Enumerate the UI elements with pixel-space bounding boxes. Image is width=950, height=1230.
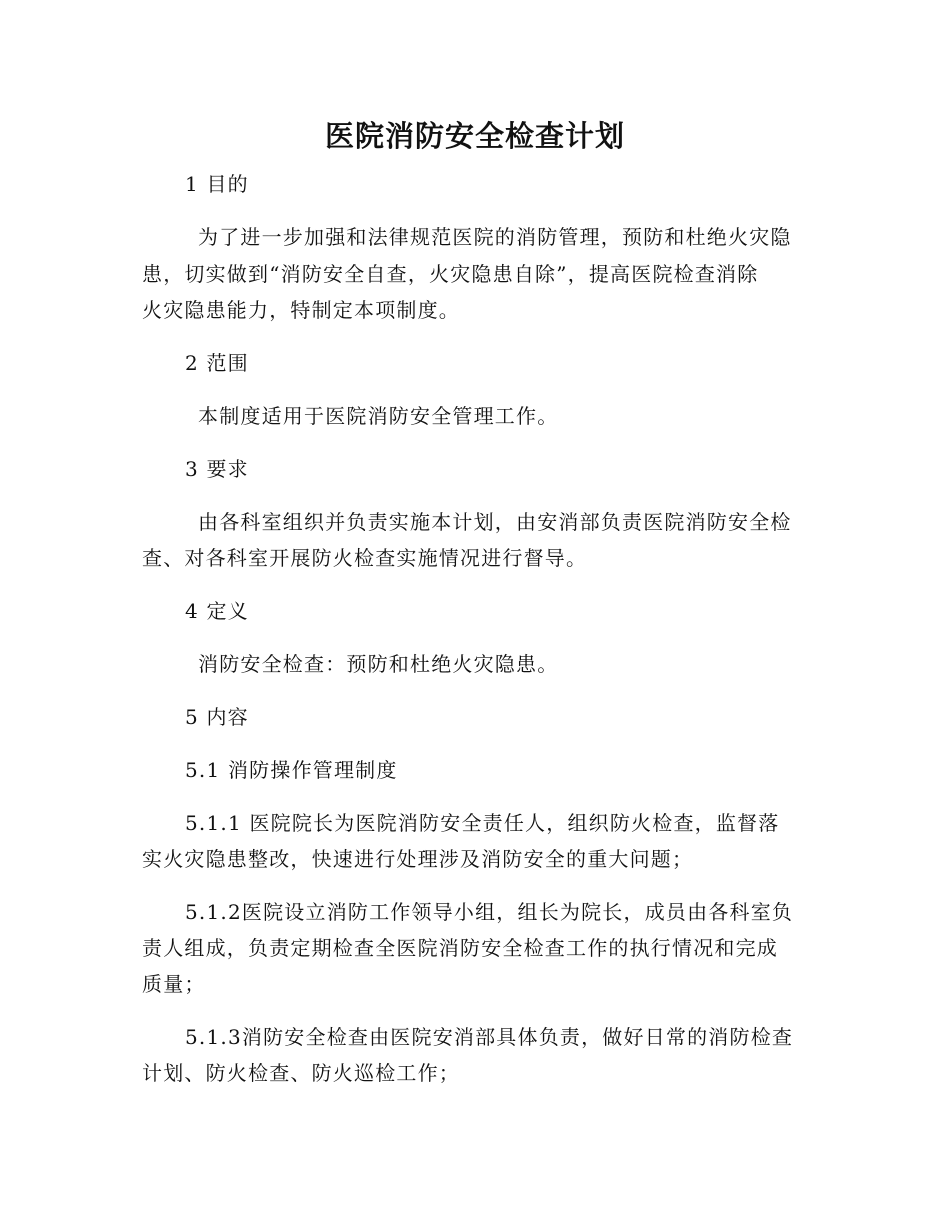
paragraph-line: 计划、防火检查、防火巡检工作； <box>142 1061 460 1085</box>
paragraph-line: 本制度适用于医院消防安全管理工作。 <box>198 404 559 428</box>
paragraph-line: 消防安全检查：预防和杜绝火灾隐患。 <box>198 652 559 676</box>
paragraph-line: 患，切实做到“消防安全自查，火灾隐患自除”，提高医院检查消除 <box>142 262 759 286</box>
paragraph-line: 责人组成，负责定期检查全医院消防安全检查工作的执行情况和完成 <box>142 936 778 960</box>
section-heading-scope: 2 范围 <box>185 351 249 375</box>
paragraph-line: 火灾隐患能力，特制定本项制度。 <box>142 298 460 322</box>
paragraph-line: 实火灾隐患整改，快速进行处理涉及消防安全的重大问题； <box>142 847 694 871</box>
section-heading-content: 5 内容 <box>185 705 249 729</box>
subsection-heading: 5.1 消防操作管理制度 <box>185 758 398 782</box>
paragraph-line: 质量； <box>142 972 206 996</box>
paragraph-line: 查、对各科室开展防火检查实施情况进行督导。 <box>142 546 588 570</box>
section-heading-requirements: 3 要求 <box>185 457 249 481</box>
paragraph-line: 5.1.2医院设立消防工作领导小组，组长为院长，成员由各科室负 <box>185 900 794 924</box>
section-heading-definition: 4 定义 <box>185 599 249 623</box>
paragraph-line: 为了进一步加强和法律规范医院的消防管理，预防和杜绝火灾隐 <box>198 225 792 249</box>
paragraph-line: 由各科室组织并负责实施本计划，由安消部负责医院消防安全检 <box>198 510 792 534</box>
section-heading-purpose: 1 目的 <box>185 172 249 196</box>
paragraph-line: 5.1.1 医院院长为医院消防安全责任人，组织防火检查，监督落 <box>185 811 780 835</box>
page-title: 医院消防安全检查计划 <box>324 119 625 153</box>
paragraph-line: 5.1.3消防安全检查由医院安消部具体负责，做好日常的消防检查 <box>185 1025 794 1049</box>
